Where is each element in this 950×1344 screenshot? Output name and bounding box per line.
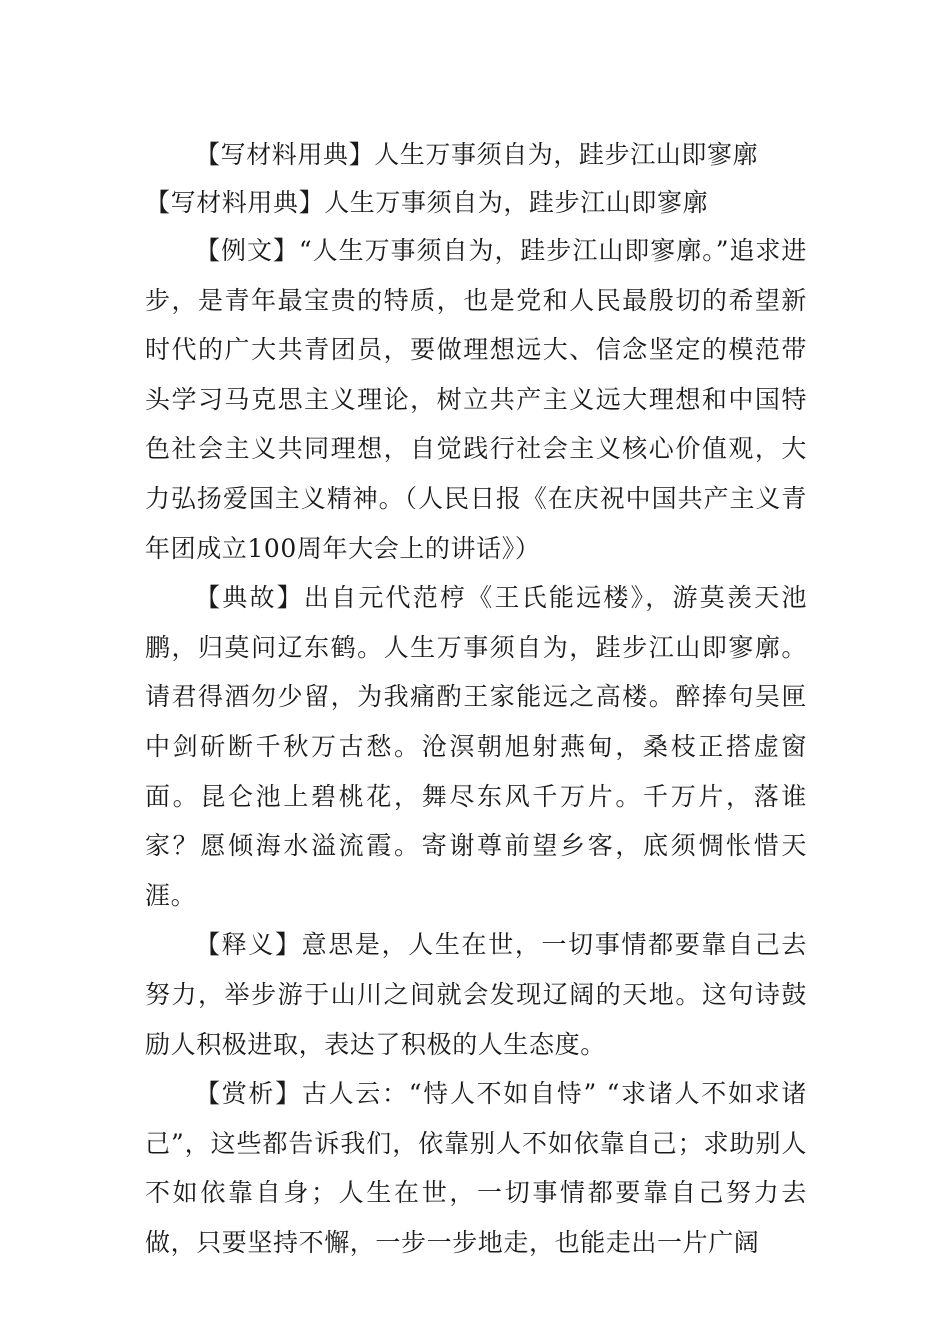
document-body	[145, 226, 807, 1267]
document-title: 【写材料用典】人生万事须自为，跬步江山即寥廓	[195, 140, 759, 169]
paragraph-meaning: 【释义】意思是，人生在世，一切事情都要靠自己去努力，举步游于山川之间就会发现辽阔的天地。这句诗鼓励人积极进取，表达了积极的人生态度。	[145, 930, 807, 1059]
paragraph-appreciation: 【赏析】古人云：“恃人不如自恃” “求诸人不如求诸己”，这些都告诉我们，依靠别人不如依靠自己；求助别人不如依靠自身；人生在世，一切事情都要靠自己努力去做，只要坚持不懈，一步一步地走，也能走出一片广阔	[145, 1079, 807, 1257]
paragraph-example: 【例文】“人生万事须自为，跬步江山即寥廓。”追求进步，是青年最宝贵的特质，也是党和人民最殷切的希望新时代的广大共青团员，要做理想远大、信念坚定的模范带头学习马克思主义理论，树立共产主义远大理想和中国特色社会主义共同理想，自觉践行社会主义核心价值观，大力弘扬爱国主义精神。（人民日报《在庆祝中国共产主义青年团成立100周年大会上的讲话》）	[145, 236, 807, 563]
paragraph-allusion: 【典故】出自元代范梈《王氏能远楼》，游莫羡天池鹏，归莫问辽东鹤。人生万事须自为，跬步江山即寥廓。请君得酒勿少留，为我痛酌王家能远之高楼。醉捧句吴匣中剑斫断千秋万古愁。沧溟朝旭射燕甸，桑枝正搭虚窗面。昆仑池上碧桃花，舞尽东风千万片。千万片，落谁家？愿倾海水溢流霞。寄谢尊前望乡客，底须惆怅惜天涯。	[145, 583, 807, 910]
document-subtitle: 【写材料用典】人生万事须自为，跬步江山即寥廓	[145, 188, 709, 217]
